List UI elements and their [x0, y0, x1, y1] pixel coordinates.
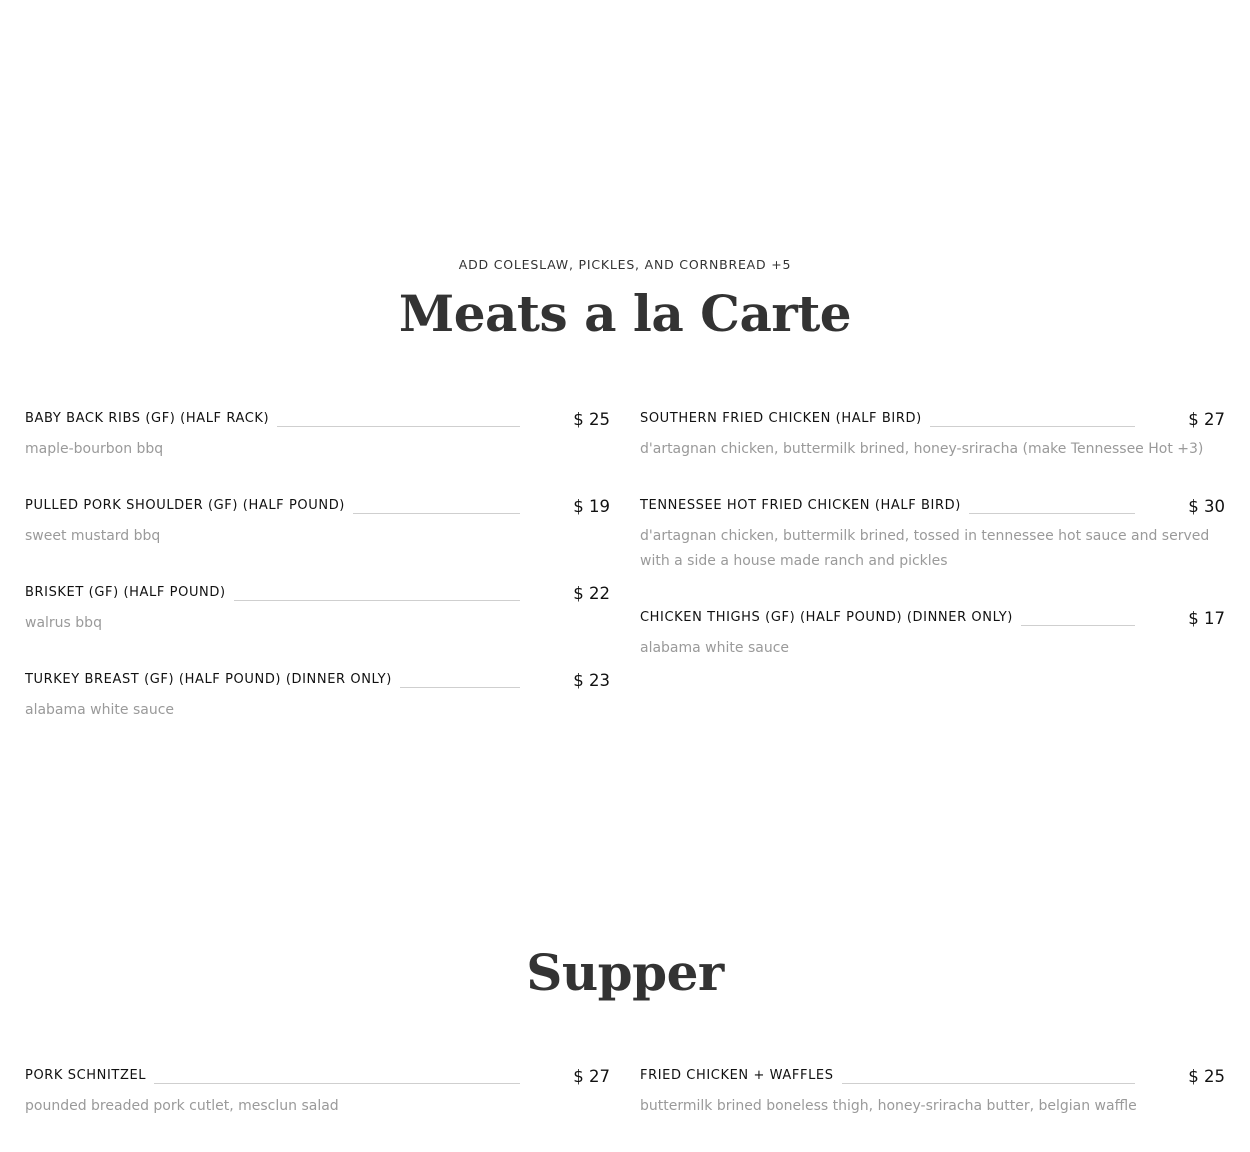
menu-item	[640, 607, 1225, 661]
supper-menu	[25, 1065, 1225, 1152]
menu-item	[640, 408, 1225, 462]
section-title-supper: Supper	[526, 943, 724, 1002]
menu-item	[25, 495, 610, 549]
leader-line	[1021, 624, 1135, 626]
leader-line	[842, 1082, 1136, 1084]
item-price: $ 17	[1188, 609, 1225, 628]
section-title-meats: Meats a la Carte	[398, 284, 852, 343]
item-description: walrus bbq	[25, 615, 102, 631]
item-description: sweet mustard bbq	[25, 528, 161, 544]
item-price: $ 30	[1188, 497, 1225, 516]
item-name: TENNESSEE HOT FRIED CHICKEN (HALF BIRD)	[640, 498, 961, 513]
item-price: $ 27	[573, 1067, 610, 1086]
item-price: $ 23	[573, 671, 610, 690]
item-name: FRIED CHICKEN + WAFFLES	[640, 1068, 834, 1083]
leader-line	[930, 425, 1136, 427]
item-description: d'artagnan chicken, buttermilk brined, tossed in tennessee hot sauce and served with a side a house made ranch and pickles	[640, 528, 1210, 569]
menu-item	[25, 408, 610, 462]
meats-left-column	[25, 408, 610, 756]
item-name: PULLED PORK SHOULDER (GF) (HALF POUND)	[25, 498, 345, 513]
menu-item	[25, 582, 610, 636]
meats-menu	[25, 408, 1225, 756]
item-description: alabama white sauce	[640, 640, 790, 656]
item-price: $ 27	[1188, 410, 1225, 429]
menu-item	[640, 495, 1225, 574]
leader-line	[969, 512, 1135, 514]
menu-item	[25, 1065, 610, 1119]
section-note: ADD COLESLAW, PICKLES, AND CORNBREAD +5	[458, 257, 792, 272]
supper-left-column	[25, 1065, 610, 1152]
item-description: buttermilk brined boneless thigh, honey-sriracha butter, belgian waffle	[640, 1098, 1137, 1114]
item-price: $ 19	[573, 497, 610, 516]
leader-line	[234, 599, 521, 601]
item-price: $ 22	[573, 584, 610, 603]
leader-line	[400, 686, 520, 688]
item-price: $ 25	[1188, 1067, 1225, 1086]
item-description: d'artagnan chicken, buttermilk brined, honey-sriracha (make Tennessee Hot +3)	[640, 441, 1204, 457]
item-description: alabama white sauce	[25, 702, 175, 718]
item-name: CHICKEN THIGHS (GF) (HALF POUND) (DINNER ONLY)	[640, 610, 1013, 625]
leader-line	[154, 1082, 520, 1084]
leader-line	[353, 512, 520, 514]
item-name: BRISKET (GF) (HALF POUND)	[25, 585, 226, 600]
menu-item	[640, 1065, 1225, 1119]
menu-item	[25, 669, 610, 723]
item-description: pounded breaded pork cutlet, mesclun salad	[25, 1098, 339, 1114]
item-price: $ 25	[573, 410, 610, 429]
item-name: PORK SCHNITZEL	[25, 1068, 147, 1083]
leader-line	[277, 425, 520, 427]
item-name: BABY BACK RIBS (GF) (HALF RACK)	[25, 411, 270, 426]
meats-right-column	[640, 408, 1225, 756]
item-description: maple-bourbon bbq	[25, 441, 164, 457]
item-name: SOUTHERN FRIED CHICKEN (HALF BIRD)	[640, 411, 922, 426]
item-name: TURKEY BREAST (GF) (HALF POUND) (DINNER ONLY)	[25, 672, 392, 687]
supper-right-column	[640, 1065, 1225, 1152]
